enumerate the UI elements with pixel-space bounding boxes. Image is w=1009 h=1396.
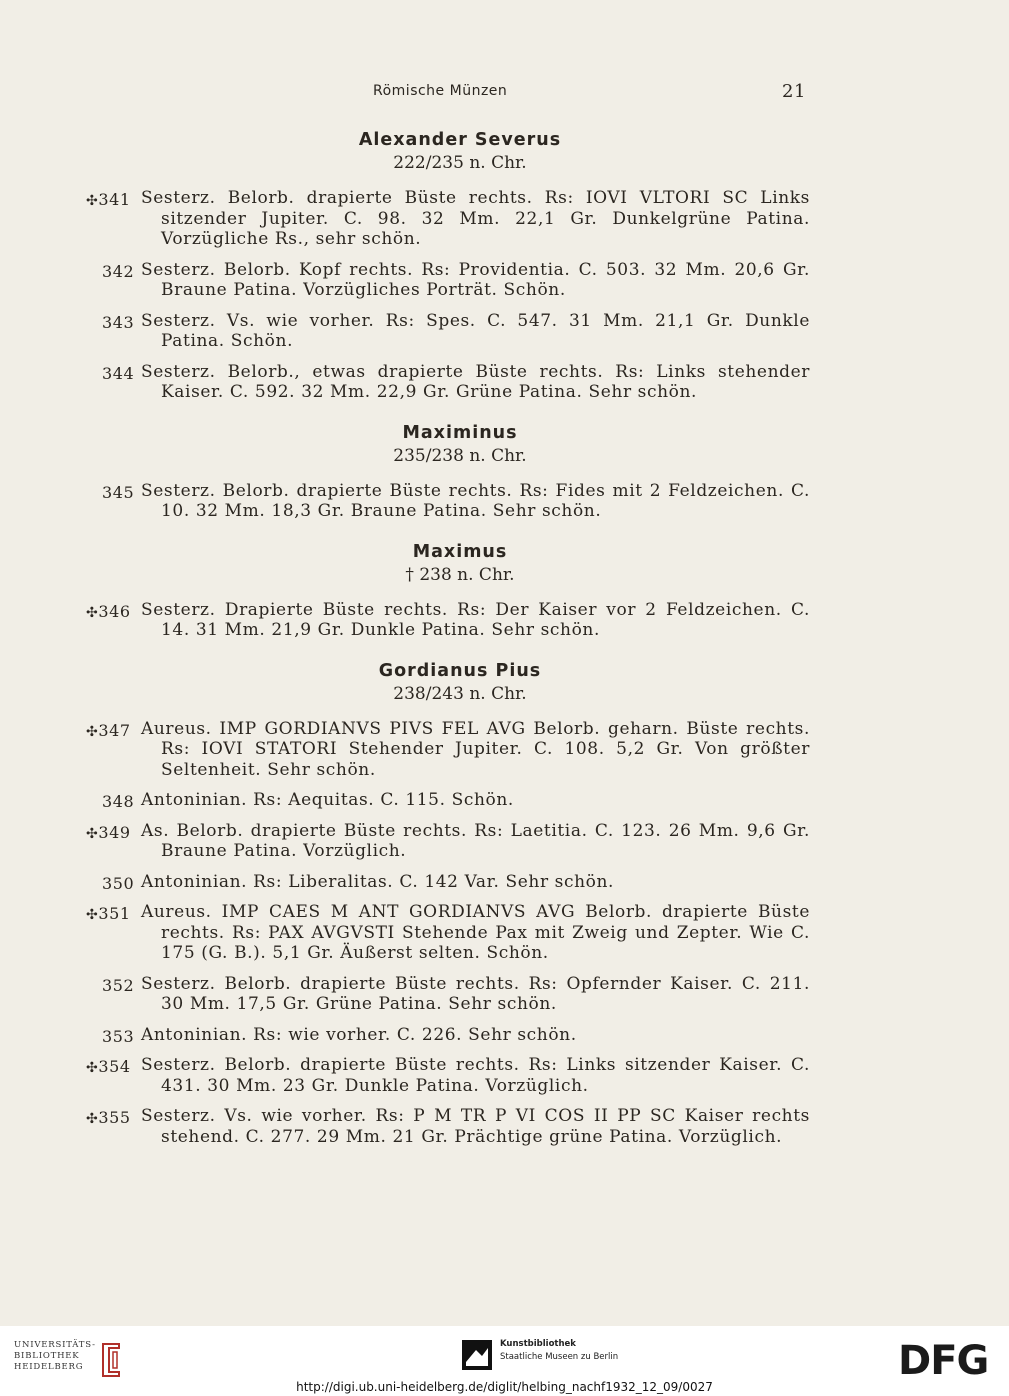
lot-description: Sesterz. Vs. wie vorher. Rs: Spes. C. 547. 31 Mm. 21,1 Gr. Dunkle Patina. Schön. — [141, 310, 810, 351]
catalog-section — [86, 421, 810, 522]
catalog-entry — [86, 1106, 810, 1147]
catalog-content — [86, 128, 810, 1157]
lot-number — [86, 904, 136, 926]
lot-description: Sesterz. Belorb. drapierte Büste rechts. Rs: Links sitzender Kaiser. C. 431. 30 Mm. 23 Gr. Dunkle Patina. Vorzüglich. — [141, 1055, 810, 1096]
dfg-logo[interactable]: DFG — [898, 1338, 989, 1384]
section-title: Maximinus — [402, 422, 518, 443]
section-date: 235/238 n. Chr. — [393, 445, 527, 466]
lot-description: Sesterz. Belorb., etwas drapierte Büste rechts. Rs: Links stehender Kaiser. C. 592. 32 Mm. 22,9 Gr. Grüne Patina. Sehr schön. — [141, 361, 810, 402]
lot-description: Sesterz. Belorb. drapierte Büste rechts. Rs: Fides mit 2 Feldzeichen. C. 10. 32 Mm. 18,3 Gr. Braune Patina. Sehr schön. — [141, 480, 810, 521]
lot-description: Antoninian. Rs: Aequitas. C. 115. Schön. — [141, 790, 514, 810]
lot-description: As. Belorb. drapierte Büste rechts. Rs: Laetitia. C. 123. 26 Mm. 9,6 Gr. Braune Patina. Vorzüglich. — [141, 820, 810, 861]
section-date: 238/243 n. Chr. — [393, 683, 527, 704]
catalog-entry — [86, 974, 810, 1015]
running-title: Römische Münzen — [373, 83, 508, 99]
lot-number — [86, 1027, 152, 1049]
lot-number — [86, 262, 152, 284]
kunstbibliothek-text: Kunstbibliothek Staatliche Museen zu Berlin — [500, 1339, 619, 1362]
lot-number — [86, 874, 152, 896]
catalog-entry — [86, 188, 810, 250]
lot-number — [86, 1057, 136, 1079]
catalog-section — [86, 540, 810, 641]
catalog-entry — [86, 362, 810, 403]
catalog-entry — [86, 600, 810, 641]
illustrated-mark-icon: ✣ — [86, 723, 99, 740]
lot-number-text: 346 — [98, 601, 131, 621]
lot-number — [86, 976, 152, 998]
lot-number — [86, 313, 152, 335]
lot-number — [86, 364, 152, 386]
section-title: Maximus — [412, 541, 508, 562]
lot-number-text: 342 — [102, 261, 135, 281]
lot-description: Aureus. IMP GORDIANVS PIVS FEL AVG Belorb. geharn. Büste rechts. Rs: IOVI STATORI Stehender Jupiter. C. 108. 5,2 Gr. Von größter Seltenheit. Sehr schön. — [141, 718, 810, 780]
section-title: Gordianus Pius — [378, 660, 542, 681]
catalog-entry — [86, 311, 810, 352]
lot-number-text: 344 — [102, 363, 135, 383]
lot-number-text: 347 — [98, 720, 131, 740]
lot-description: Sesterz. Belorb. drapierte Büste rechts. Rs: Opfernder Kaiser. C. 211. 30 Mm. 17,5 Gr. Grüne Patina. Sehr schön. — [141, 973, 810, 1014]
catalog-section — [86, 128, 810, 403]
lot-number-text: 345 — [102, 482, 135, 502]
lot-number-text: 355 — [98, 1108, 131, 1127]
catalog-entry — [86, 872, 810, 893]
catalog-entry — [86, 260, 810, 301]
kunstbibliothek-logo[interactable] — [462, 1338, 662, 1372]
section-date: † 238 n. Chr. — [405, 564, 515, 585]
lot-description: Sesterz. Drapierte Büste rechts. Rs: Der Kaiser vor 2 Feldzeichen. C. 14. 31 Mm. 21,9 Gr. Dunkle Patina. Sehr schön. — [141, 599, 810, 640]
lot-number-text: 353 — [102, 1026, 135, 1046]
illustrated-mark-icon: ✣ — [86, 193, 99, 209]
lot-description: Sesterz. Belorb. drapierte Büste rechts. Rs: IOVI VLTORI SC Links sitzender Jupiter. C. 98. 32 Mm. 22,1 Gr. Dunkelgrüne Patina. Vorzügliche Rs., sehr schön. — [141, 188, 810, 249]
lot-description: Sesterz. Belorb. Kopf rechts. Rs: Providentia. C. 503. 32 Mm. 20,6 Gr. Braune Patina. Vorzügliches Porträt. Schön. — [141, 259, 810, 300]
lot-description: Sesterz. Vs. wie vorher. Rs: P M TR P VI COS II PP SC Kaiser rechts stehend. C. 277. 29 Mm. 21 Gr. Prächtige grüne Patina. Vorzüglich. — [141, 1106, 810, 1147]
catalog-entry — [86, 902, 810, 964]
catalog-entry — [86, 821, 810, 862]
heidelberg-library-logo[interactable] — [14, 1340, 124, 1384]
kunstbibliothek-icon — [462, 1340, 492, 1370]
lot-number-text: 341 — [98, 190, 131, 209]
source-url[interactable]: http://digi.ub.uni-heidelberg.de/diglit/helbing_nachf1932_12_09/0027 — [296, 1380, 713, 1394]
lot-number — [86, 602, 136, 624]
lot-number-text: 349 — [98, 822, 131, 842]
section-date: 222/235 n. Chr. — [393, 153, 527, 173]
lot-number-text: 351 — [98, 904, 131, 923]
lot-number-text: 354 — [98, 1057, 131, 1076]
catalog-section — [86, 659, 810, 1148]
illustrated-mark-icon: ✣ — [86, 1111, 99, 1127]
catalog-entry — [86, 1055, 810, 1096]
lot-number — [86, 823, 136, 845]
lot-description: Antoninian. Rs: Liberalitas. C. 142 Var. Sehr schön. — [141, 871, 615, 892]
page-number: 21 — [782, 81, 806, 102]
illustrated-mark-icon: ✣ — [86, 825, 99, 842]
catalog-entry — [86, 481, 810, 522]
lot-number — [86, 721, 136, 743]
lot-number — [86, 792, 152, 814]
lot-description: Aureus. IMP CAES M ANT GORDIANVS AVG Belorb. drapierte Büste rechts. Rs: PAX AVGVSTI Stehende Pax mit Zweig und Zepter. Wie C. 175 (G. B.). 5,1 Gr. Äußerst selten. Schön. — [141, 902, 810, 963]
library-name: UNIVERSITÄTS- BIBLIOTHEK HEIDELBERG — [14, 1340, 96, 1372]
lot-number-text: 343 — [102, 312, 135, 332]
lot-number — [86, 1108, 136, 1130]
lot-number-text: 348 — [102, 792, 135, 811]
lot-number-text: 352 — [102, 975, 135, 995]
catalog-entry — [86, 790, 810, 811]
library-mark-icon — [99, 1340, 123, 1380]
lot-description: Antoninian. Rs: wie vorher. C. 226. Sehr schön. — [141, 1024, 577, 1045]
catalog-entry — [86, 1025, 810, 1046]
section-title: Alexander Severus — [358, 130, 562, 150]
lot-number — [86, 483, 152, 505]
lot-number-text: 350 — [102, 873, 135, 893]
illustrated-mark-icon: ✣ — [86, 604, 99, 621]
lot-number — [86, 190, 136, 212]
illustrated-mark-icon: ✣ — [86, 907, 99, 923]
catalog-entry — [86, 719, 810, 781]
illustrated-mark-icon: ✣ — [86, 1060, 99, 1076]
